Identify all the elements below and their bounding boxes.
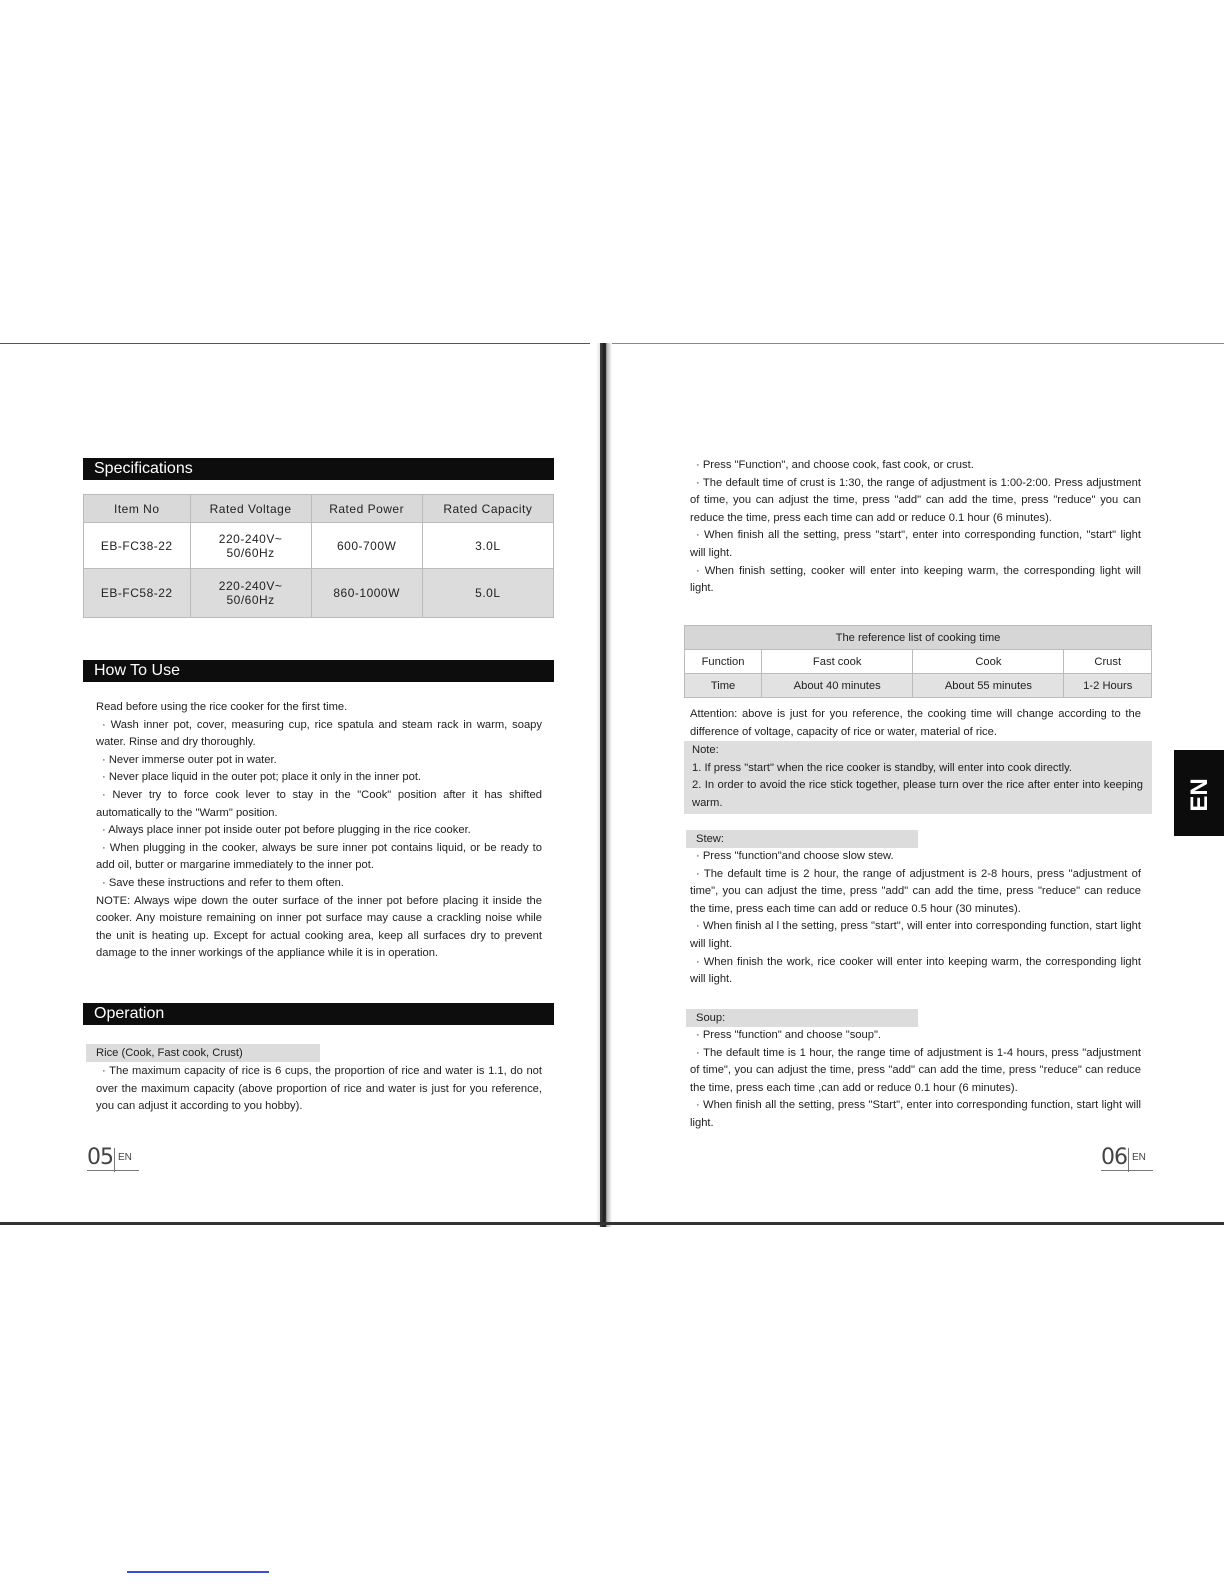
paragraph: NOTE: Always wipe down the outer surface of the inner pot before placing it inside the cooker. Any moisture remaining on inner pot surface may cause a crackling noise while the unit is heating up. Except for actual cooking area, keep all surfaces dry to prevent damage to the inner workings of the appliance while it is in operation. bbox=[96, 894, 542, 960]
paragraph: · When finish the work, rice cooker will enter into keeping warm, the corresponding light will light. bbox=[690, 955, 1141, 986]
book-spine-shadow bbox=[600, 343, 606, 1227]
voltage-cell bbox=[190, 569, 311, 618]
capacity-cell: 5.0L bbox=[422, 569, 553, 618]
note-item: 1. If press "start" when the rice cooker is standby, will enter into cook directly. bbox=[692, 761, 1072, 774]
note-item: 2. In order to avoid the rice stick together, please turn over the rice after enter into keeping warm. bbox=[692, 779, 1143, 809]
paragraph: · Press "function"and choose slow stew. bbox=[696, 850, 894, 862]
blue-mark bbox=[127, 1571, 269, 1573]
cooking-time-table bbox=[684, 625, 1152, 698]
stew-text bbox=[690, 848, 1141, 989]
page-language: EN bbox=[1132, 1152, 1146, 1163]
voltage-cell bbox=[190, 523, 311, 569]
top-rule-left bbox=[0, 343, 590, 344]
cook-instructions bbox=[690, 457, 1141, 598]
paragraph: · When finish setting, cooker will enter into keeping warm, the corresponding light will light. bbox=[690, 564, 1141, 595]
paragraph: · The default time is 1 hour, the range time of adjustment is 1-4 hours, press "adjustment of time", you can adjust the time, press "add" can add the time, press "reduce" can reduce the time, press each time ,can add or reduce 0.1 hour (6 minutes). bbox=[690, 1046, 1141, 1094]
paragraph: Read before using the rice cooker for the first time. bbox=[96, 701, 348, 713]
paragraph: · When finish all the setting, press "Start", enter into corresponding function, start light will light. bbox=[690, 1099, 1141, 1129]
table-cell: Function bbox=[685, 650, 762, 674]
language-side-tab bbox=[1174, 750, 1224, 836]
table-header-cell: Rated Capacity bbox=[422, 495, 553, 523]
table-row bbox=[84, 523, 554, 569]
voltage-line: 220-240V~ bbox=[218, 531, 283, 546]
table-header-cell: Item No bbox=[84, 495, 191, 523]
paragraph: · The default time of crust is 1:30, the range of adjustment is 1:00-2:00. Press adjustment of time, you can adjust the time, press "add" can add the time, press "reduce" you can reduce the time, press each time can add or reduce 0.1 hour (6 minutes). bbox=[690, 476, 1141, 524]
voltage-line: 220-240V~ bbox=[218, 579, 283, 593]
table-row bbox=[84, 569, 554, 618]
bottom-rule bbox=[0, 1222, 1224, 1225]
table-cell: About 55 minutes bbox=[913, 674, 1064, 698]
page-language: EN bbox=[118, 1152, 132, 1163]
table-title-row bbox=[685, 626, 1152, 650]
top-rule-right bbox=[612, 343, 1224, 344]
page-number: 05 bbox=[87, 1145, 113, 1170]
table-cell: 1-2 Hours bbox=[1064, 674, 1152, 698]
table-header-cell: Rated Voltage bbox=[190, 495, 311, 523]
table-header-cell: Rated Power bbox=[311, 495, 422, 523]
page-number-underline bbox=[87, 1170, 139, 1171]
page-number-divider bbox=[1128, 1148, 1129, 1172]
table-cell: Fast cook bbox=[762, 650, 913, 674]
power-cell: 860-1000W bbox=[311, 569, 422, 618]
operation-header: Operation bbox=[83, 1003, 554, 1025]
paragraph: · Never immerse outer pot in water. bbox=[102, 753, 277, 766]
attention-text bbox=[690, 706, 1141, 741]
table-row bbox=[685, 674, 1152, 698]
page-number-underline bbox=[1101, 1170, 1153, 1171]
table-row bbox=[685, 650, 1152, 674]
frequency-line: 50/60Hz bbox=[226, 593, 275, 607]
paragraph: Attention: above is just for you reference, the cooking time will change according to the difference of voltage, capacity of rice or water, material of rice. bbox=[690, 708, 1141, 738]
note-text bbox=[692, 742, 1143, 812]
specifications-header: Specifications bbox=[83, 458, 554, 480]
table-cell: About 40 minutes bbox=[762, 674, 913, 698]
capacity-cell: 3.0L bbox=[422, 523, 553, 569]
table-title: The reference list of cooking time bbox=[685, 626, 1152, 650]
paragraph: · Never place liquid in the outer pot; place it only in the inner pot. bbox=[102, 771, 422, 784]
paragraph: · Save these instructions and refer to them often. bbox=[102, 876, 344, 889]
how-to-use-text bbox=[96, 699, 542, 963]
rice-text bbox=[96, 1063, 542, 1116]
table-cell: Cook bbox=[913, 650, 1064, 674]
paragraph: · The maximum capacity of rice is 6 cups, the proportion of rice and water is 1.1, do not over the maximum capacity (above proportion of rice and water is just for you reference, you can adjust it according to you hobby). bbox=[96, 1065, 542, 1113]
table-cell: Crust bbox=[1064, 650, 1152, 674]
language-tab-label: EN bbox=[1186, 778, 1213, 812]
paragraph: · When finish all the setting, press "start", enter into corresponding function, "start" light will light. bbox=[690, 529, 1141, 559]
stew-subheading: Stew: bbox=[686, 830, 918, 848]
paragraph: · Press "function" and choose "soup". bbox=[696, 1029, 882, 1041]
soup-subheading: Soup: bbox=[686, 1009, 918, 1027]
paragraph: · When plugging in the cooker, always be sure inner pot contains liquid, or be ready to add oil, butter or margarine immediately to the inner pot. bbox=[96, 841, 542, 872]
rice-subheading: Rice (Cook, Fast cook, Crust) bbox=[86, 1044, 320, 1062]
page-number: 06 bbox=[1101, 1145, 1127, 1170]
note-title: Note: bbox=[692, 744, 719, 756]
how-to-use-header: How To Use bbox=[83, 660, 554, 682]
page-number-divider bbox=[114, 1148, 115, 1172]
power-cell: 600-700W bbox=[311, 523, 422, 569]
item-cell: EB-FC58-22 bbox=[84, 569, 191, 618]
paragraph: · Never try to force cook lever to stay in the "Cook" position after it has shifted automatically to the "Warm" position. bbox=[96, 788, 542, 819]
item-cell: EB-FC38-22 bbox=[84, 523, 191, 569]
table-cell: Time bbox=[685, 674, 762, 698]
paragraph: · Wash inner pot, cover, measuring cup, rice spatula and steam rack in warm, soapy water. Rinse and dry thoroughly. bbox=[96, 718, 542, 749]
soup-text bbox=[690, 1027, 1141, 1133]
specifications-table bbox=[83, 494, 554, 618]
paragraph: · The default time is 2 hour, the range of adjustment is 2-8 hours, press "adjustment of time", you can adjust the time, press "add" can add the time, press "reduce" can reduce the time, press each time can add or reduce 0.5 hour (30 minutes). bbox=[690, 867, 1141, 915]
paragraph: · When finish al l the setting, press "start", will enter into corresponding function, start light will light. bbox=[690, 920, 1141, 950]
paragraph: · Always place inner pot inside outer pot before plugging in the rice cooker. bbox=[102, 824, 471, 837]
frequency-line: 50/60Hz bbox=[226, 545, 275, 560]
paragraph: · Press "Function", and choose cook, fast cook, or crust. bbox=[696, 459, 974, 471]
table-header-row bbox=[84, 495, 554, 523]
